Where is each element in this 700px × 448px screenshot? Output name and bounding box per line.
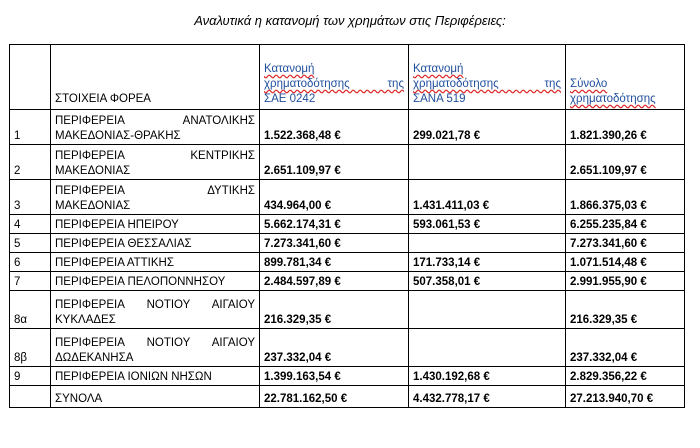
- row-total-amount: 216.329,35 €: [566, 291, 685, 329]
- row-index: 9: [10, 367, 51, 386]
- row-index: 6: [10, 253, 51, 272]
- row-entity: ΠΕΡΙΦΕΡΕΙΑ ΗΠΕΙΡΟΥ: [51, 215, 260, 234]
- row-sae-amount: 1.399.163,54 €: [260, 367, 409, 386]
- row-sana-amount: [409, 291, 566, 329]
- header-sae-line3: ΣΑΕ 0242: [264, 93, 316, 105]
- entity-line2: ΜΑΚΕΔΟΝΙΑΣ: [55, 165, 131, 177]
- row-sae-amount: 434.964,00 €: [260, 180, 409, 215]
- document-title: Αναλυτικά η κατανομή των χρημάτων στις Περιφέρειες:: [194, 13, 506, 28]
- row-total-amount: 6.255.235,84 €: [566, 215, 685, 234]
- table-row: [10, 291, 685, 329]
- header-entity: ΣΤΟΙΧΕΙΑ ΦΟΡΕΑ: [51, 45, 260, 110]
- row-total-amount: 2.991.955,90 €: [566, 272, 685, 291]
- row-entity: ΠΕΡΙΦΕΡΕΙΑ ΘΕΣΣΑΛΙΑΣ: [51, 234, 260, 253]
- entity-line1: ΠΕΡΙΦΕΡΕΙΑ ΚΕΝΤΡΙΚΗΣ: [55, 150, 255, 162]
- row-sae-amount: 1.522.368,48 €: [260, 110, 409, 145]
- entity-line1: ΠΕΡΙΦΕΡΕΙΑ ΑΝΑΤΟΛΙΚΗΣ: [55, 115, 255, 127]
- header-sae-line2: χρηματοδότησης της: [264, 78, 404, 90]
- entity-line1: ΠΕΡΙΦΕΡΕΙΑ ΔΥΤΙΚΗΣ: [55, 185, 255, 197]
- header-total-line1: Σύνολο: [570, 78, 608, 90]
- entity-line1: ΠΕΡΙΦΕΡΕΙΑ ΝΟΤΙΟΥ ΑΙΓΑΙΟΥ: [55, 337, 255, 349]
- row-entity: [51, 110, 260, 145]
- header-sana-line3: ΣΑΝΑ 519: [413, 93, 466, 105]
- row-sana-amount: 593.061,53 €: [409, 215, 566, 234]
- totals-index-cell: [10, 386, 51, 408]
- row-total-amount: 1.071.514,48 €: [566, 253, 685, 272]
- entity-line1: ΠΕΡΙΦΕΡΕΙΑ ΝΟΤΙΟΥ ΑΙΓΑΙΟΥ: [55, 299, 255, 311]
- row-sae-amount: 7.273.341,60 €: [260, 234, 409, 253]
- row-sana-amount: 1.431.411,03 €: [409, 180, 566, 215]
- allocation-table: [9, 44, 685, 408]
- header-total: [566, 45, 685, 110]
- entity-line2: ΜΑΚΕΔΟΝΙΑΣ: [55, 200, 131, 212]
- row-entity: [51, 329, 260, 367]
- header-total-line2: χρηματοδότησης: [570, 93, 656, 105]
- row-index: 5: [10, 234, 51, 253]
- header-index-cell: [10, 45, 51, 110]
- table-header-row: [10, 45, 685, 110]
- row-total-amount: 2.829.356,22 €: [566, 367, 685, 386]
- row-sae-amount: 216.329,35 €: [260, 291, 409, 329]
- row-total-amount: 1.821.390,26 €: [566, 110, 685, 145]
- entity-line2: ΚΥΚΛΑΔΕΣ: [55, 314, 116, 326]
- totals-total-amount: 27.213.940,70 €: [566, 386, 685, 408]
- row-entity: [51, 145, 260, 180]
- row-index: 2: [10, 145, 51, 180]
- row-index: 8α: [10, 291, 51, 329]
- row-sana-amount: 507.358,01 €: [409, 272, 566, 291]
- header-sana-line1: Κατανομή: [413, 63, 464, 75]
- row-index: 3: [10, 180, 51, 215]
- totals-row: [10, 386, 685, 408]
- totals-label: ΣΥΝΟΛΑ: [51, 386, 260, 408]
- table-row: [10, 180, 685, 215]
- row-total-amount: 237.332,04 €: [566, 329, 685, 367]
- row-sana-amount: [409, 234, 566, 253]
- row-sae-amount: 2.484.597,89 €: [260, 272, 409, 291]
- row-total-amount: 2.651.109,97 €: [566, 145, 685, 180]
- table-row: [10, 145, 685, 180]
- table-row: [10, 215, 685, 234]
- row-index: 1: [10, 110, 51, 145]
- row-index: 4: [10, 215, 51, 234]
- totals-sae-amount: 22.781.162,50 €: [260, 386, 409, 408]
- table-row: [10, 253, 685, 272]
- row-sae-amount: 899.781,34 €: [260, 253, 409, 272]
- row-entity: [51, 180, 260, 215]
- table-row: [10, 234, 685, 253]
- row-sae-amount: 237.332,04 €: [260, 329, 409, 367]
- totals-sana-amount: 4.432.778,17 €: [409, 386, 566, 408]
- table-row: [10, 367, 685, 386]
- row-sana-amount: 299.021,78 €: [409, 110, 566, 145]
- table-row: [10, 110, 685, 145]
- row-entity: [51, 291, 260, 329]
- row-sana-amount: [409, 145, 566, 180]
- row-sae-amount: 5.662.174,31 €: [260, 215, 409, 234]
- entity-line2: ΔΩΔΕΚΑΝΗΣΑ: [55, 352, 134, 364]
- row-total-amount: 1.866.375,03 €: [566, 180, 685, 215]
- row-index: 8β: [10, 329, 51, 367]
- entity-line2: ΜΑΚΕΔΟΝΙΑΣ-ΘΡΑΚΗΣ: [55, 130, 181, 142]
- row-sana-amount: 171.733,14 €: [409, 253, 566, 272]
- header-sae-line1: Κατανομή: [264, 63, 315, 75]
- row-entity: ΠΕΡΙΦΕΡΕΙΑ ΑΤΤΙΚΗΣ: [51, 253, 260, 272]
- row-sana-amount: 1.430.192,68 €: [409, 367, 566, 386]
- header-sana: [409, 45, 566, 110]
- row-sae-amount: 2.651.109,97 €: [260, 145, 409, 180]
- row-entity: ΠΕΡΙΦΕΡΕΙΑ ΠΕΛΟΠΟΝΝΗΣΟΥ: [51, 272, 260, 291]
- header-sae: [260, 45, 409, 110]
- row-sana-amount: [409, 329, 566, 367]
- header-sana-line2: χρηματοδότησης της: [413, 78, 561, 90]
- row-total-amount: 7.273.341,60 €: [566, 234, 685, 253]
- row-entity: ΠΕΡΙΦΕΡΕΙΑ ΙΟΝΙΩΝ ΝΗΣΩΝ: [51, 367, 260, 386]
- table-row: [10, 329, 685, 367]
- table-row: [10, 272, 685, 291]
- row-index: 7: [10, 272, 51, 291]
